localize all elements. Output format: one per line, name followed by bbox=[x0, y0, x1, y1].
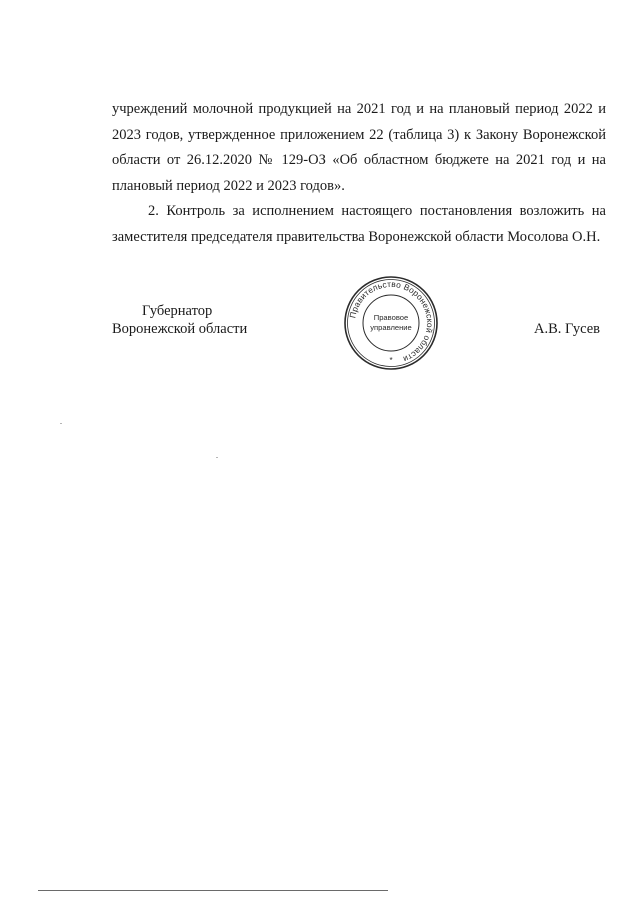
stamp-inner-line-1: Правовое bbox=[373, 313, 409, 322]
stamp-outer-text: Правительство Воронежской области bbox=[347, 278, 436, 365]
body-paragraph-2: 2. Контроль за исполнением настоящего постановления возложить на заместителя председателя правительства Воронежской области Мосолова О.Н. bbox=[112, 203, 606, 245]
signature-title bbox=[112, 302, 247, 338]
stamp-graphic bbox=[343, 275, 439, 371]
document-body bbox=[112, 97, 606, 251]
official-stamp bbox=[343, 275, 439, 371]
scan-speck bbox=[60, 423, 62, 424]
signature-title-line-2: Воронежской области bbox=[112, 321, 248, 337]
stamp-inner-line-2: управление bbox=[370, 323, 412, 332]
footer-rule bbox=[38, 890, 388, 891]
scan-speck bbox=[216, 457, 218, 458]
stamp-star: * bbox=[389, 356, 393, 365]
body-paragraph-1: учреждений молочной продукцией на 2021 год и на плановый период 2022 и 2023 годов, утвержденное приложением 22 (таблица 3) к Закону Воронежской области от 26.12.2020 № 129-ОЗ «Об областном бюджете на 2021 год и на плановый период 2022 и 2023 годов». bbox=[112, 101, 606, 194]
signature-title-line-1: Губернатор bbox=[142, 303, 213, 319]
signature-name: А.В. Гусев bbox=[534, 321, 600, 337]
